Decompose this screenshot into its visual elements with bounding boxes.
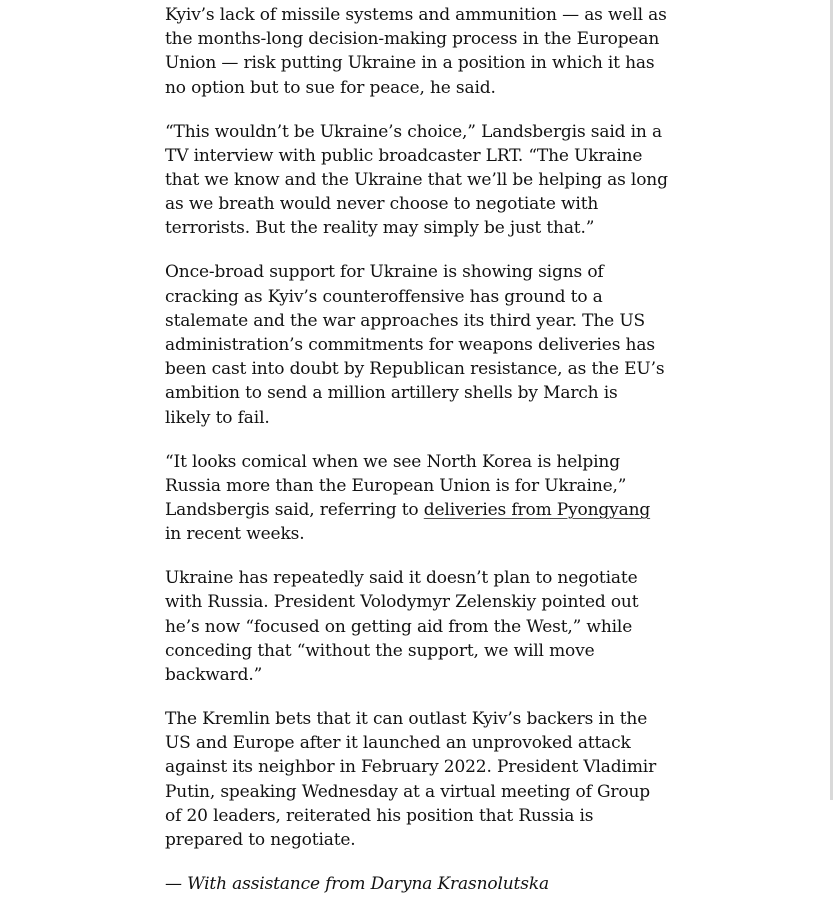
paragraph-text: “It looks comical when we see North Korea is helping Russia more than the European Union is for Ukraine,” Landsbergis said, referring to	[165, 451, 627, 521]
article-paragraph: Ukraine has repeatedly said it doesn’t plan to negotiate with Russia. President Volodymyr Zelenskiy pointed out he’s now “focused on getting aid from the West,” while conceding that “without the support, we will move backward.”	[165, 568, 639, 686]
article-paragraph	[165, 450, 668, 547]
assistance-credit: — With assistance from Daryna Krasnolutska	[165, 874, 549, 895]
article-paragraph: Kyiv’s lack of missile systems and ammunition — as well as the months-long decision-making process in the European Union — risk putting Ukraine in a position in which it has no option but to sue for peace, he said.	[165, 5, 667, 98]
article-paragraph: Once-broad support for Ukraine is showing signs of cracking as Kyiv’s counteroffensive has ground to a stalemate and the war approaches its third year. The US administration’s commitments for weapons deliveries has been cast into doubt by Republican resistance, as the EU’s ambition to send a million artillery shells by March is likely to fail.	[165, 262, 665, 428]
article-body	[165, 3, 668, 916]
article-paragraph: The Kremlin bets that it can outlast Kyiv’s backers in the US and Europe after it launched an unprovoked attack against its neighbor in February 2022. President Vladimir Putin, speaking Wednesday at a virtual meeting of Group of 20 leaders, reiterated his position that Russia is prepared to negotiate.	[165, 709, 657, 851]
article-paragraph: “This wouldn’t be Ukraine’s choice,” Landsbergis said in a TV interview with public broadcaster LRT. “The Ukraine that we know and the Ukraine that we’ll be helping as long as we breath would never choose to negotiate with terrorists. But the reality may simply be just that.”	[165, 121, 668, 239]
pyongyang-deliveries-link[interactable]: deliveries from Pyongyang	[423, 500, 651, 521]
paragraph-text: in recent weeks.	[165, 524, 305, 545]
